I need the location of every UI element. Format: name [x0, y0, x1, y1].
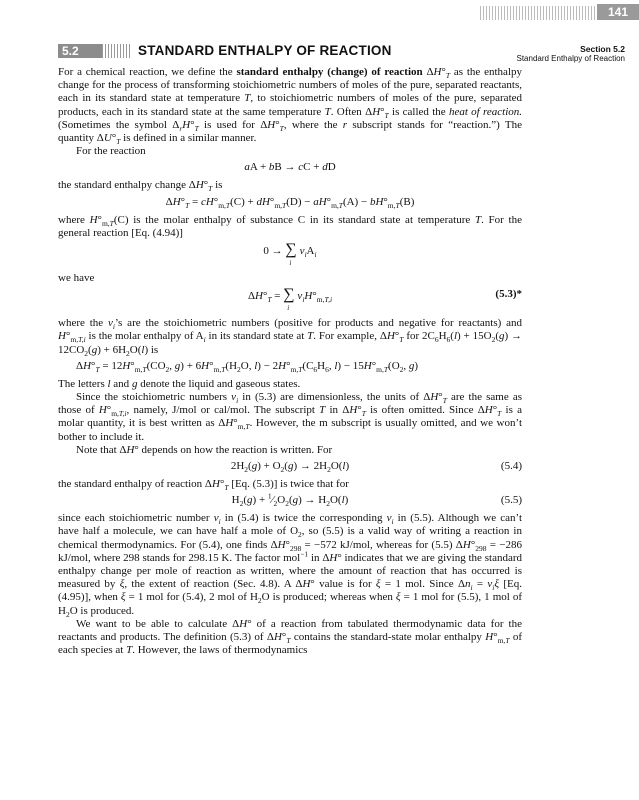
- paragraph-molar-enthalpy: where $H^\circ_{m,T}(C)$ is the molar enthalpy of substance C in its standard state at temperature T. For the general reaction [Eq. (4.94)]: [58, 213, 522, 239]
- equation-5-5: $H_2(g)$ + $^1⁄_2O_2(g) \to H_2O(l)$ (5.5): [231, 491, 522, 509]
- equation-number-5-3: (5.3)*: [495, 288, 522, 301]
- running-head: [516, 44, 625, 64]
- equation-enthalpy-change: $\Delta H^\circ_T = cH^\circ_{m,T}(C) + dH^\circ_{m,T}(D) - aH^\circ_{m,T}(A) - bH^\circ_{m,T}(B)$: [165, 195, 415, 210]
- paragraph-definition: For a chemical reaction, we define the standard enthalpy (change) of reaction $\Delta H^\circ_T$ as the enthalpy change for the process of transforming stoichiometric numbers of moles of the pure, separated reactants, each in its standard state at temperature T, to stoichiometric numbers of moles of the pure, separated products, each in its standard state at the same temperature T. Often $\Delta H^\circ_T$ is called the heat of reaction. (Sometimes the symbol $\Delta_rH^\circ_T$ is used for $\Delta H^\circ_T$, where the r subscript stands for “reaction.”) The quantity $\Delta U^\circ_T$ is defined in a similar manner.: [58, 66, 523, 147]
- paragraph-standard-change: the standard enthalpy change $\Delta H^\circ_T$ is: [58, 179, 223, 194]
- paragraph-we-have: we have: [58, 272, 95, 285]
- running-head-title: Standard Enthalpy of Reaction: [516, 54, 625, 63]
- running-head-section: Section 5.2: [580, 44, 625, 54]
- section-number-decoration: [102, 44, 132, 58]
- equation-generic-reaction: aA + bB → cC + dD: [244, 161, 336, 174]
- equation-5-4: $2H_2(g) + O_2(g) \to 2H_2O(l)$ (5.4): [230, 460, 522, 475]
- equation-general-reaction: 0 → ∑ i $\nu_iA_i$: [263, 241, 317, 268]
- paragraph-extent: since each stoichiometric number $\nu_i$ in (5.4) is twice the corresponding $\nu_i$ in (5.5). Although we can’t have half a molecule, we can have half a mole of $O_2$, so (5.5) is a valid way of writing a reaction in chemical thermodynamics. For (5.4), one finds $\Delta H^\circ_{298} = -572$ kJ/mol, whereas for (5.5) $\Delta H^\circ_{298} = -286$ kJ/mol, where 298 stands for 298.15 K. The factor mol$^{-1}$ in ΔH° indicates that we are giving the standard enthalpy change per mole of reaction as written, where the amount of reaction that has occurred is measured by ξ, the extent of reaction (Sec. 4.8). A ΔH° value is for ξ = 1 mol. Since $\Delta n_i = \nu_i\xi$ [Eq. (4.95)], when ξ = 1 mol for (5.4), 2 mol of $H_2O$ is produced; whereas when ξ = 1 mol for (5.5), 1 mol of $H_2O$ is produced.: [58, 512, 523, 619]
- page-body: [58, 66, 522, 658]
- equation-benzene-combustion: $\Delta H^\circ_T = 12H^\circ_{m,T}(CO_2$, $g) + 6H^\circ_{m,T}(H_2O$, $l) - 2H^\circ_{m,T}(C_6H_6$, $l) - 15H^\circ_{m,T}(O_2$, g): [76, 359, 419, 375]
- paragraph-units: Since the stoichiometric numbers $\nu_i$ in (5.3) are dimensionless, the units of $\Delta H^\circ_T$ are the same as those of $H^\circ_{m,T,i}$, namely, J/mol or cal/mol. The subscript T in $\Delta H^\circ_T$ is often omitted. Since $\Delta H^\circ_T$ is a molar quantity, it is best written as $\Delta H^\circ_{m,T}$. However, the m subscript is usually omitted, and we won’t bother to include it.: [58, 391, 523, 443]
- paragraph-depends: Note that ΔH° depends on how the reaction is written. For: [76, 443, 333, 456]
- paragraph-letters: The letters l and g denote the liquid and gaseous states.: [58, 377, 301, 390]
- paragraph-stoichiometric-numbers: where the $\nu_i’s$ are the stoichiometric numbers (positive for products and negative for reactants) and $H^\circ_{m,T,i}$ is the molar enthalpy of $A_i$ in its standard state at T. For example, $\Delta H^\circ_T$ for $2C_6H_6(l) + 15O_2(g) \to 12CO_2(g) + 6H_2O(l)$ is: [58, 317, 523, 358]
- section-number: 5.2: [58, 44, 102, 58]
- equation-5-3: $\Delta H^\circ_T$ = ∑ i $\nu_iH^\circ_{m,T,i}$ (5.3)*: [247, 286, 522, 313]
- page-number: 141: [597, 4, 639, 20]
- paragraph-tabulated: We want to be able to calculate ΔH° of a reaction from tabulated thermodynamic data for the reactants and products. The definition (5.3) of $\Delta H^\circ_T$ contains the standard-state molar enthalpy $H^\circ_{m,T}$ of each species at T. However, the laws of thermodynamics: [58, 617, 522, 657]
- equation-number-5-4: (5.4): [500, 460, 522, 473]
- section-title: STANDARD ENTHALPY OF REACTION: [138, 43, 392, 58]
- equation-number-5-5: (5.5): [500, 494, 522, 507]
- header-decoration-bar: [480, 6, 605, 20]
- paragraph-for-the-reaction: For the reaction: [76, 145, 146, 158]
- paragraph-twice: the standard enthalpy of reaction $\Delta H^\circ_T$ [Eq. (5.3)] is twice that for: [58, 478, 349, 493]
